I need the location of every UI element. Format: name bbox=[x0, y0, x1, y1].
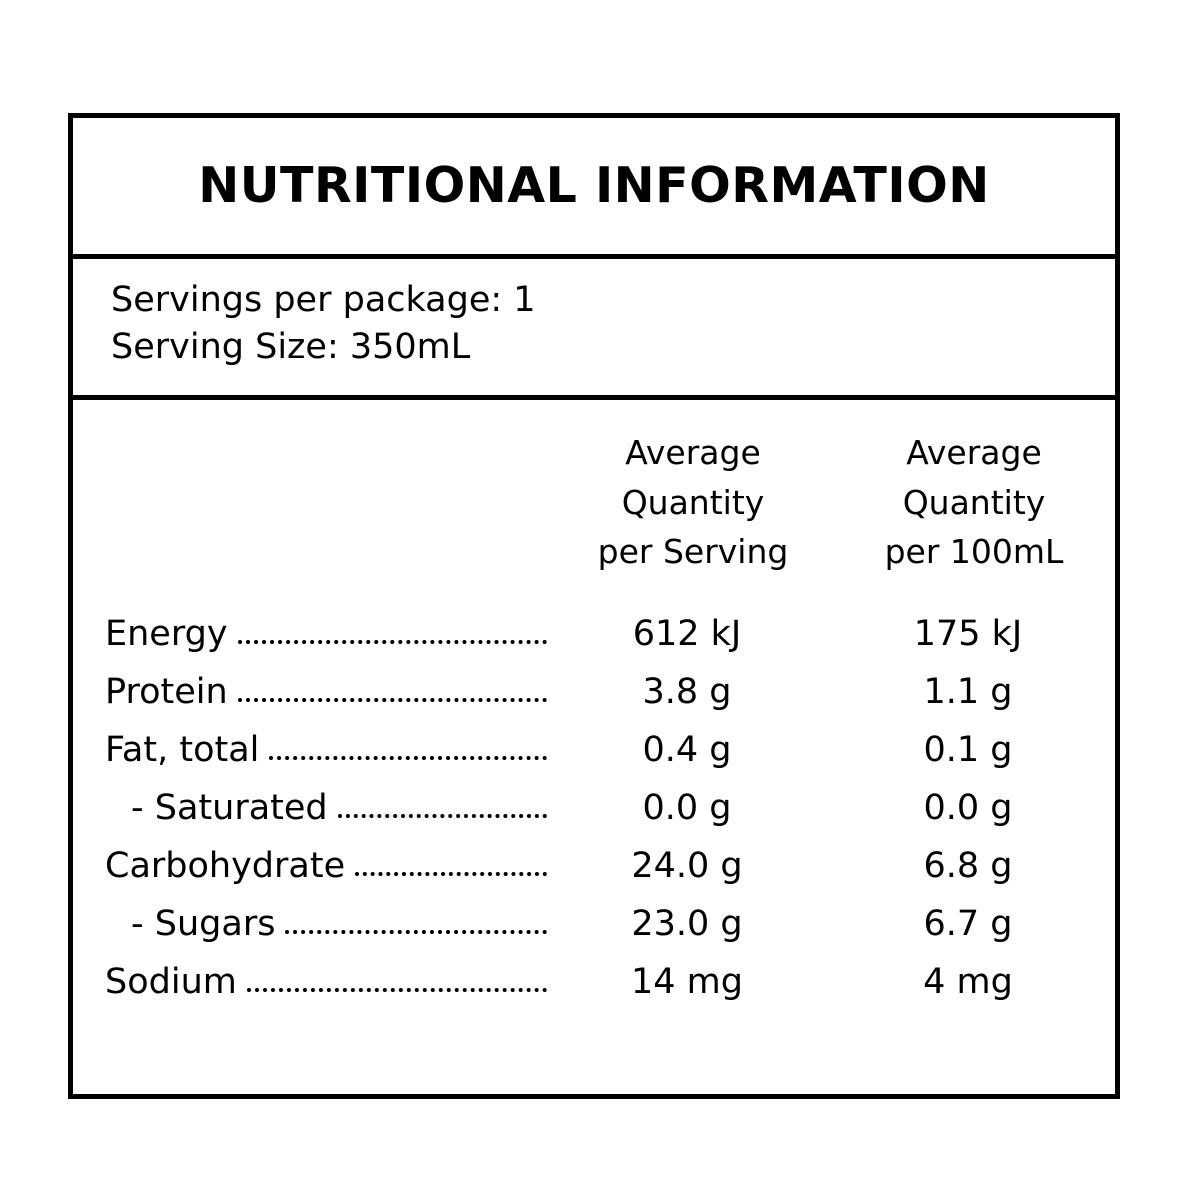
value-per-serving: 0.4 g bbox=[642, 729, 732, 770]
column-header-nutrient bbox=[73, 422, 553, 605]
leader-dots bbox=[285, 930, 547, 934]
table-row bbox=[73, 721, 1115, 779]
value-per-100ml: 0.0 g bbox=[923, 787, 1013, 828]
value-per-serving: 23.0 g bbox=[631, 903, 743, 944]
leader-dots bbox=[355, 872, 547, 876]
nutrient-name: Protein bbox=[105, 671, 228, 712]
value-per-100ml: 4 mg bbox=[923, 961, 1013, 1002]
value-per-100ml: 6.7 g bbox=[923, 903, 1013, 944]
nutrient-name: Energy bbox=[105, 613, 228, 654]
leader-dots bbox=[238, 640, 547, 644]
leader-dots bbox=[238, 698, 547, 702]
column-header-per-100ml bbox=[833, 422, 1115, 605]
table-row bbox=[73, 605, 1115, 663]
value-per-serving: 14 mg bbox=[631, 961, 743, 1002]
page-title: NUTRITIONAL INFORMATION bbox=[198, 157, 990, 215]
column-header-per-100ml-line1: Average bbox=[906, 433, 1042, 472]
value-per-100ml: 175 kJ bbox=[913, 613, 1023, 654]
nutrient-label-cell bbox=[73, 953, 553, 1011]
column-header-per-serving-line2: Quantity bbox=[621, 482, 765, 522]
value-per-serving: 24.0 g bbox=[631, 845, 743, 886]
value-per-100ml: 6.8 g bbox=[923, 845, 1013, 886]
value-per-serving: 0.0 g bbox=[642, 787, 732, 828]
table-row bbox=[73, 663, 1115, 721]
column-header-per-serving-line1: Average bbox=[625, 433, 761, 472]
table-row bbox=[73, 837, 1115, 895]
nutrient-label-cell bbox=[73, 779, 553, 837]
servings-per-package: Servings per package: 1 bbox=[111, 280, 536, 320]
column-header-per-serving-line3: per Serving bbox=[597, 532, 789, 571]
serving-size: Serving Size: 350mL bbox=[111, 327, 471, 368]
leader-dots bbox=[338, 814, 547, 818]
nutrient-label-cell bbox=[73, 605, 553, 663]
nutrition-table bbox=[73, 422, 1115, 1011]
value-per-100ml: 1.1 g bbox=[923, 671, 1013, 712]
leader-dots bbox=[247, 988, 547, 992]
nutrient-name: Sodium bbox=[105, 961, 237, 1002]
nutrient-name: - Saturated bbox=[131, 787, 328, 828]
panel-title-row bbox=[73, 118, 1115, 259]
value-per-serving: 3.8 g bbox=[642, 671, 732, 712]
leader-dots bbox=[269, 756, 547, 760]
nutrient-name: Fat, total bbox=[105, 729, 260, 770]
table-row bbox=[73, 953, 1115, 1011]
table-row bbox=[73, 779, 1115, 837]
nutrition-panel bbox=[68, 113, 1120, 1099]
column-header-per-100ml-line2: Quantity bbox=[902, 482, 1046, 522]
table-header-row bbox=[73, 422, 1115, 605]
nutrient-label-cell bbox=[73, 721, 553, 779]
table-row bbox=[73, 895, 1115, 953]
servings-section bbox=[73, 259, 1115, 400]
nutrient-label-cell bbox=[73, 663, 553, 721]
nutrient-name: Carbohydrate bbox=[105, 845, 346, 886]
value-per-100ml: 0.1 g bbox=[923, 729, 1013, 770]
value-per-serving: 612 kJ bbox=[632, 613, 742, 654]
nutrient-name: - Sugars bbox=[131, 903, 276, 944]
column-header-per-serving bbox=[553, 422, 833, 605]
nutrient-label-cell bbox=[73, 895, 553, 953]
nutrition-table-area bbox=[73, 400, 1115, 1011]
column-header-per-100ml-line3: per 100mL bbox=[884, 532, 1064, 571]
nutrient-label-cell bbox=[73, 837, 553, 895]
